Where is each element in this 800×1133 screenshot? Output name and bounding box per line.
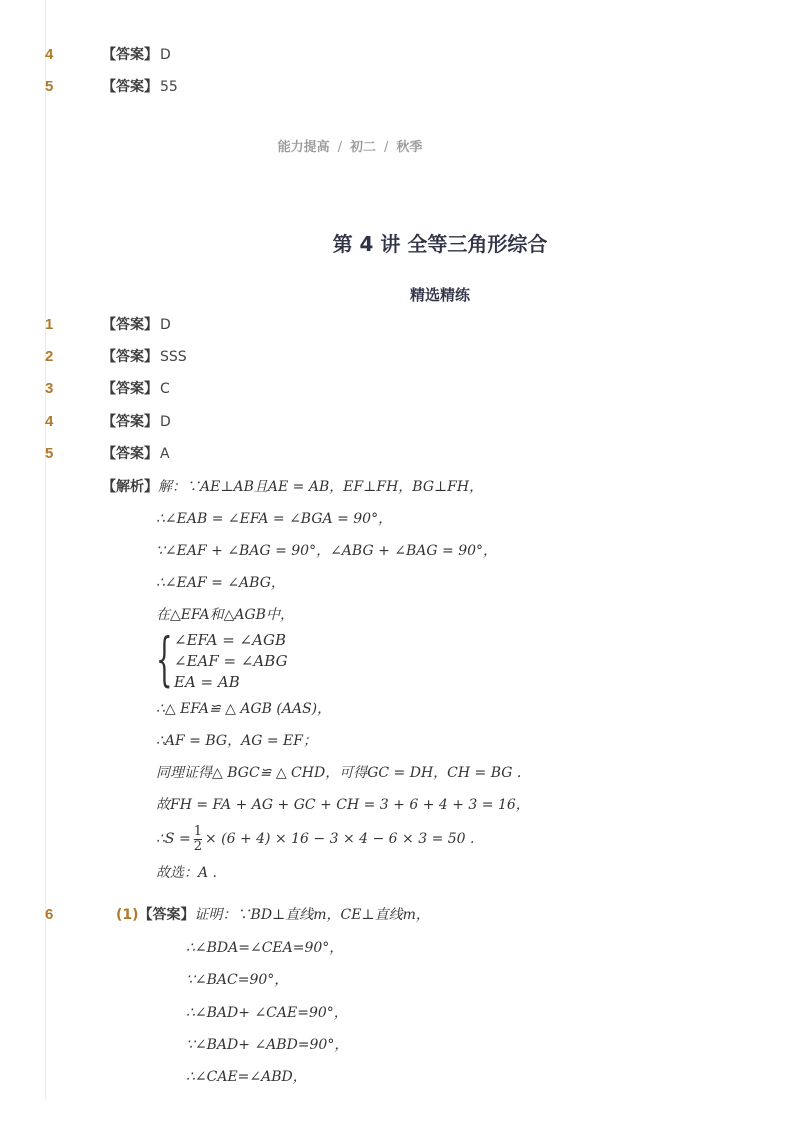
analysis-area-line [156,824,474,854]
equation-line: ∠EAF = ∠ABG [174,652,288,670]
analysis-line: 同理证得△ BGC≌ △ CHD，可得GC = DH，CH = BG . [156,765,522,781]
analysis-line: 在△EFA和△AGB中， [156,607,294,623]
answer-row [102,46,171,64]
answer-row [102,445,170,463]
equation-line: EA = AB [174,673,240,691]
answer-value: D [160,47,171,63]
subquestion-label: (1) [116,907,139,923]
fraction-half [194,825,202,854]
proof-line: ∴∠CAE=∠ABD， [186,1069,307,1085]
answer-tag: 【答案】 [138,907,195,923]
proof-line: ∵∠BAD+ ∠ABD=90°， [186,1037,349,1053]
analysis-line: ∴∠EAB = ∠EFA = ∠BGA = 90°， [156,511,393,527]
answer-row [102,413,171,431]
proof-line: ∵∠BAC=90°， [186,972,289,988]
analysis-tag: 【解析】 [102,479,158,495]
question-number: 3 [45,380,54,397]
answer-tag: 【答案】 [102,446,158,462]
breadcrumb-separator: / [337,140,342,155]
answer-tag: 【答案】 [102,79,158,95]
answer-row [102,380,170,398]
question-number: 2 [45,348,54,365]
analysis-line: ∵∠EAF + ∠BAG = 90°，∠ABG + ∠BAG = 90°， [156,543,498,559]
analysis-line: ∴AF = BG，AG = EF； [156,733,317,749]
answer-row [102,78,178,96]
area-lhs: ∴S = [156,831,191,847]
section-title: 精选精练 [409,286,470,304]
area-rhs: × (6 + 4) × 16 − 3 × 4 − 6 × 3 = 50 . [204,831,475,847]
answer-value: SSS [160,349,187,365]
question-number: 1 [45,316,54,333]
analysis-line: 故FH = FA + AG + GC + CH = 3 + 6 + 4 + 3 = 16， [156,797,530,813]
lesson-title: 第 4 讲 全等三角形综合 [332,232,548,256]
q6-answer-line [116,906,430,924]
answer-tag: 【答案】 [102,381,158,397]
proof-line: ∴∠BAD+ ∠CAE=90°， [186,1005,348,1021]
analysis-text: 解：∵AE⊥AB且AE = AB，EF⊥FH，BG⊥FH， [158,479,484,495]
analysis-conclusion: 故选：A . [156,865,218,881]
question-number: 6 [45,906,54,923]
answer-value: A [160,446,170,462]
question-number: 5 [45,78,54,95]
breadcrumb-level: 能力提高 [277,140,330,155]
answer-row [102,316,171,334]
left-brace-icon: { [156,625,173,693]
question-number: 5 [45,445,54,462]
answer-value: C [160,381,170,397]
answer-tag: 【答案】 [102,414,158,430]
answer-row [102,348,187,366]
answer-value: D [160,317,171,333]
analysis-line: ∴△ EFA≌ △ AGB (AAS)， [156,701,332,717]
answer-value: D [160,414,171,430]
analysis-line [102,478,483,496]
answer-value: 55 [160,79,178,95]
answer-tag: 【答案】 [102,47,158,63]
fraction-numerator: 1 [193,823,202,839]
answer-tag: 【答案】 [102,317,158,333]
answer-tag: 【答案】 [102,349,158,365]
breadcrumb [0,136,700,155]
analysis-line: ∴∠EAF = ∠ABG， [156,575,285,591]
proof-line: ∴∠BDA=∠CEA=90°， [186,940,344,956]
fraction-denominator: 2 [193,838,202,854]
equation-lines [174,630,288,693]
question-number: 4 [45,413,54,430]
breadcrumb-grade: 初二 [349,140,376,155]
left-margin-rule [45,0,46,1100]
question-number: 4 [45,46,54,63]
breadcrumb-term: 秋季 [396,140,423,155]
proof-text: 证明：∵BD⊥直线m，CE⊥直线m， [194,907,430,923]
equation-line: ∠EFA = ∠AGB [174,631,286,649]
breadcrumb-separator: / [384,140,389,155]
